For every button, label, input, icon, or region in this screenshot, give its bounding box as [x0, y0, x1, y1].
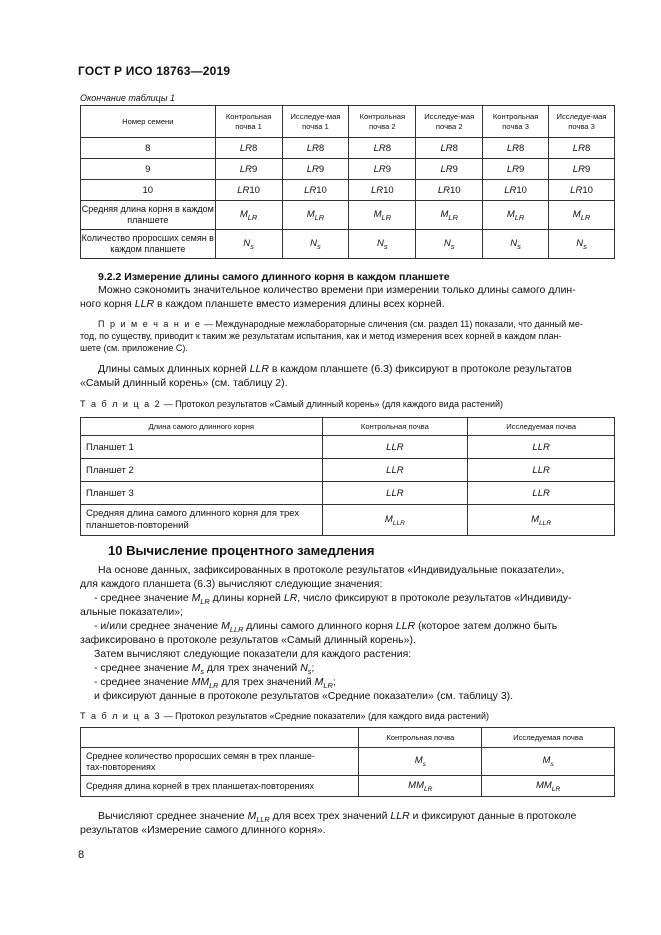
- note-line: тод, по существу, приводит к таким же результатам испытания, как и метод измерения всех корней в каждом план-: [80, 331, 562, 341]
- bullet-line: зафиксировано в протоколе результатов «Самый длинный корень»).: [80, 634, 416, 646]
- table-cell: [349, 159, 416, 180]
- cell-symbol: LR: [306, 142, 319, 154]
- cell-number: 9: [385, 163, 392, 175]
- symbol: M: [191, 662, 201, 674]
- table-cell: [416, 180, 483, 201]
- table-row: [81, 459, 615, 482]
- table2-header: Длина самого длинного корня: [81, 418, 323, 436]
- cell-number: 8: [252, 142, 258, 154]
- row-label: [81, 748, 359, 776]
- page-number: 8: [78, 849, 85, 861]
- cell-symbol: M: [542, 755, 551, 767]
- table-cell: [282, 201, 349, 230]
- table-cell: [416, 230, 483, 259]
- table-cell: [416, 138, 483, 159]
- text: Средняя длина самого длинного корня для трех: [86, 508, 300, 519]
- table-cell: [349, 180, 416, 201]
- table1-header: Исследуе-мая почва 2: [416, 106, 483, 138]
- table-cell: [482, 776, 615, 797]
- section-10-line: и фиксируют данные в протоколе результатов «Средние показатели» (см. таблицу 3).: [94, 690, 514, 702]
- table-row: [81, 201, 615, 230]
- cell-subscript: s: [550, 760, 554, 768]
- seed-number: 8: [81, 138, 216, 159]
- table1-header-row: [81, 106, 615, 138]
- text: , число фиксируют в протоколе результатов «Индивиду-: [297, 592, 572, 604]
- table-cell: [215, 159, 282, 180]
- text: в каждом планшете вместо измерения длины всех корней.: [154, 298, 445, 310]
- table-cell: [549, 180, 615, 201]
- cell-symbol: N: [310, 237, 318, 249]
- text: ;: [311, 662, 315, 674]
- cell-symbol: M: [384, 513, 393, 525]
- table-cell: [483, 180, 549, 201]
- cell-subscript: LR: [448, 212, 458, 222]
- cell-number: 10: [582, 184, 593, 196]
- subscript: LLR: [256, 815, 270, 825]
- table-cell: [549, 138, 615, 159]
- cell-number: 10: [516, 184, 527, 196]
- cell-subscript: s: [383, 241, 388, 251]
- cell-symbol: LR: [570, 184, 583, 196]
- bullet-line: альные показатели»;: [80, 606, 183, 618]
- note-line: шете (см. приложение С).: [80, 343, 188, 353]
- table-cell: LLR: [322, 459, 468, 482]
- table1-header: Исследуе-мая почва 3: [549, 106, 615, 138]
- section-922-para-line: [80, 297, 445, 311]
- text: планшетов-повторений: [86, 520, 189, 531]
- table3-header: Контрольная почва: [359, 728, 482, 748]
- cell-symbol: M: [506, 208, 515, 220]
- cell-number: 9: [584, 163, 591, 175]
- text: — Протокол результатов «Самый длинный корень» (для каждого вида растений): [161, 399, 504, 409]
- table-cell: [215, 138, 282, 159]
- cell-subscript: s: [250, 241, 254, 251]
- cell-symbol: LR: [373, 163, 386, 175]
- cell-number: 10: [383, 184, 394, 196]
- table1-header: Номер семени: [81, 106, 216, 138]
- table1-header: Контрольная почва 1: [215, 106, 282, 138]
- table-row: [81, 230, 615, 259]
- cell-symbol: M: [373, 208, 382, 220]
- table1: [80, 105, 615, 259]
- subscript: s: [200, 667, 205, 677]
- text: - и/или среднее значение: [94, 620, 222, 632]
- cell-symbol: M: [572, 208, 581, 220]
- cell-subscript: s: [517, 241, 521, 251]
- table-cell: [482, 748, 615, 776]
- table-cell: [416, 201, 483, 230]
- cell-symbol: LR: [572, 142, 585, 154]
- table-cell: LLR: [322, 482, 468, 505]
- text: и фиксируют данные в протоколе: [409, 810, 577, 822]
- cell-symbol: M: [531, 513, 539, 525]
- table-cell: [349, 230, 416, 259]
- cell-subscript: LR: [551, 785, 561, 793]
- table-cell: [549, 230, 615, 259]
- symbol: M: [191, 592, 201, 604]
- cell-symbol: N: [443, 237, 451, 249]
- text: Среднее количество проросших семян в трех планше-: [86, 750, 315, 761]
- cell-symbol: N: [510, 237, 518, 249]
- symbol: LLR: [390, 810, 410, 822]
- cell-subscript: LR: [514, 212, 525, 222]
- table-cell: [215, 201, 282, 230]
- text: ;: [332, 676, 336, 688]
- cell-symbol: LR: [506, 142, 520, 154]
- symbol: N: [300, 662, 308, 674]
- table-cell: [483, 159, 549, 180]
- table-row: [81, 748, 615, 776]
- cell-number: 8: [385, 142, 392, 154]
- cell-symbol: LR: [237, 184, 250, 196]
- cell-symbol: LR: [370, 184, 384, 196]
- table-row: [81, 505, 615, 536]
- text: длины самого длинного корня: [243, 620, 396, 632]
- section-922-title: 9.2.2 Измерение длины самого длинного корня в каждом планшете: [98, 271, 450, 283]
- cell-number: 9: [252, 163, 258, 175]
- text: — Протокол результатов «Средние показатели» (для каждого вида растений): [161, 711, 489, 721]
- table-cell: LLR: [468, 436, 615, 459]
- cell-number: 10: [450, 184, 461, 196]
- cell-subscript: LR: [381, 212, 392, 222]
- cell-symbol: N: [377, 237, 384, 249]
- table-cell: [549, 159, 615, 180]
- table3-header-row: [81, 728, 615, 748]
- table1-header: Контрольная почва 2: [349, 106, 416, 138]
- section-922-para-line: [98, 362, 572, 376]
- cell-number: 10: [249, 184, 260, 196]
- cell-subscript: LR: [247, 212, 258, 222]
- seed-number: 9: [81, 159, 216, 180]
- germinated-count-label: Количество проросших семян в каждом планшете: [81, 230, 216, 259]
- table2-caption: [80, 398, 503, 410]
- table-cell: [215, 180, 282, 201]
- cell-subscript: LLR: [538, 519, 552, 527]
- section-922-para-line: Можно сэкономить значительное количество времени при измерении только длины самого длин-: [98, 284, 576, 296]
- cell-subscript: LR: [423, 785, 433, 793]
- table-cell: [282, 138, 349, 159]
- table-row: [81, 159, 615, 180]
- cell-symbol: LR: [239, 142, 252, 154]
- table-cell: [483, 138, 549, 159]
- table-cell: LLR: [322, 436, 468, 459]
- cell-symbol: N: [243, 237, 251, 249]
- cell-number: 8: [452, 142, 458, 154]
- symbol: M: [221, 620, 230, 632]
- table-cell: [359, 748, 482, 776]
- subscript: LR: [200, 597, 210, 607]
- cell-subscript: LR: [314, 212, 325, 222]
- cell-symbol: LR: [572, 163, 585, 175]
- cell-symbol: LR: [440, 163, 453, 175]
- symbol: LR: [283, 592, 298, 604]
- table2-header: Контрольная почва: [322, 418, 468, 436]
- table-cell: [483, 201, 549, 230]
- cell-number: 9: [519, 163, 525, 175]
- cell-number: 10: [316, 184, 327, 196]
- table-cell: [468, 505, 615, 536]
- note-prefix: П р и м е ч а н и е: [98, 319, 202, 329]
- cell-symbol: LR: [440, 142, 453, 154]
- table2-header-row: [81, 418, 615, 436]
- section-10-title: 10 Вычисление процентного замедления: [108, 543, 375, 558]
- section-922-para-line: «Самый длинный корень» (см. таблицу 2).: [80, 377, 288, 389]
- cell-symbol: MM: [535, 779, 552, 791]
- cell-number: 9: [452, 163, 458, 175]
- table-row: [81, 776, 615, 797]
- cell-number: 8: [318, 142, 325, 154]
- symbol: LLR: [249, 363, 269, 375]
- table1-header: Исследуе-мая почва 1: [282, 106, 349, 138]
- table-cell: [282, 230, 349, 259]
- cell-symbol: M: [414, 755, 423, 767]
- row-label: Средняя длина корней в трех планшетах-повторениях: [81, 776, 359, 797]
- cell-number: 8: [519, 142, 525, 154]
- table-cell: [416, 159, 483, 180]
- table-cell: [215, 230, 282, 259]
- table-cell: [349, 138, 416, 159]
- table2-header: Исследуемая почва: [468, 418, 615, 436]
- cell-subscript: LR: [580, 212, 591, 222]
- text: длины корней: [209, 592, 284, 604]
- cell-symbol: M: [440, 208, 449, 220]
- table3: [80, 727, 615, 797]
- table-cell: [349, 201, 416, 230]
- row-label: [81, 505, 323, 536]
- cell-symbol: N: [576, 237, 584, 249]
- cell-symbol: M: [239, 208, 248, 220]
- text: для трех значений: [218, 676, 315, 688]
- symbol: LLR: [395, 620, 416, 632]
- cell-subscript: s: [422, 760, 426, 768]
- table2: [80, 417, 615, 536]
- section-10-line: На основе данных, зафиксированных в протоколе результатов «Индивидуальные показатели»,: [98, 564, 565, 576]
- row-label: Планшет 1: [81, 436, 323, 459]
- table-row: [81, 180, 615, 201]
- cell-subscript: s: [317, 241, 321, 251]
- table-cell: [483, 230, 549, 259]
- table1-header: Контрольная почва 3: [483, 106, 549, 138]
- cell-subscript: LLR: [392, 519, 405, 527]
- text: - среднее значение: [94, 676, 192, 688]
- symbol: MM: [191, 676, 210, 688]
- subscript: LR: [323, 681, 333, 691]
- table3-header: [81, 728, 359, 748]
- cell-symbol: LR: [506, 163, 520, 175]
- text: Вычисляют среднее значение: [98, 810, 248, 822]
- text: (которое затем должно быть: [415, 620, 558, 632]
- cell-symbol: LR: [437, 184, 451, 196]
- text: - среднее значение: [94, 592, 192, 604]
- cell-number: 9: [318, 163, 325, 175]
- text: Длины самых длинных корней: [98, 363, 250, 375]
- caption-prefix: Т а б л и ц а 3: [80, 711, 162, 721]
- cell-symbol: M: [306, 208, 315, 220]
- final-para-line: результатов «Измерение самого длинного корня».: [80, 824, 326, 836]
- table3-header: Исследуемая почва: [482, 728, 615, 748]
- table-row: [81, 138, 615, 159]
- cell-symbol: LR: [306, 163, 319, 175]
- table1-caption: Окончание таблицы 1: [80, 93, 175, 103]
- section-10-line: Затем вычисляют следующие показатели для каждого растения:: [94, 648, 412, 660]
- cell-symbol: LR: [304, 184, 317, 196]
- table-cell: [549, 201, 615, 230]
- text: для всех трех значений: [269, 810, 391, 822]
- table-row: [81, 482, 615, 505]
- note-line: [98, 318, 583, 330]
- cell-symbol: LR: [504, 184, 517, 196]
- table-cell: [359, 776, 482, 797]
- table-cell: [282, 180, 349, 201]
- cell-subscript: s: [450, 241, 455, 251]
- symbol: M: [247, 810, 257, 822]
- cell-symbol: LR: [373, 142, 386, 154]
- seed-number: 10: [81, 180, 216, 201]
- cell-symbol: LR: [239, 163, 252, 175]
- table-cell: LLR: [468, 459, 615, 482]
- cell-symbol: MM: [408, 779, 424, 791]
- section-10-line: для каждого планшета (6.3) вычисляют следующие значения:: [80, 578, 383, 590]
- table-cell: [282, 159, 349, 180]
- document-header: ГОСТ Р ИСО 18763—2019: [78, 64, 231, 78]
- table-cell: [322, 505, 468, 536]
- text: — Международные межлабораторные сличения (см. раздел 11) показали, что данный ме-: [201, 319, 583, 329]
- row-label: Планшет 2: [81, 459, 323, 482]
- mean-root-length-label: Средняя длина корня в каждом планшете: [81, 201, 216, 230]
- subscript: LLR: [229, 625, 244, 635]
- symbol: M: [314, 676, 324, 688]
- table3-caption: [80, 710, 489, 722]
- cell-subscript: s: [583, 241, 587, 251]
- table-row: [81, 436, 615, 459]
- text: для трех значений: [204, 662, 301, 674]
- text: тах-повторениях: [86, 761, 156, 772]
- subscript: s: [307, 667, 312, 677]
- text: в каждом планшете (6.3) фиксируют в протоколе результатов: [268, 363, 572, 375]
- text: ного корня: [80, 298, 135, 310]
- cell-number: 8: [584, 142, 591, 154]
- text: - среднее значение: [94, 662, 192, 674]
- symbol: LLR: [134, 298, 155, 310]
- caption-prefix: Т а б л и ц а 2: [80, 399, 162, 409]
- table-cell: LLR: [468, 482, 615, 505]
- subscript: LR: [209, 681, 219, 691]
- row-label: Планшет 3: [81, 482, 323, 505]
